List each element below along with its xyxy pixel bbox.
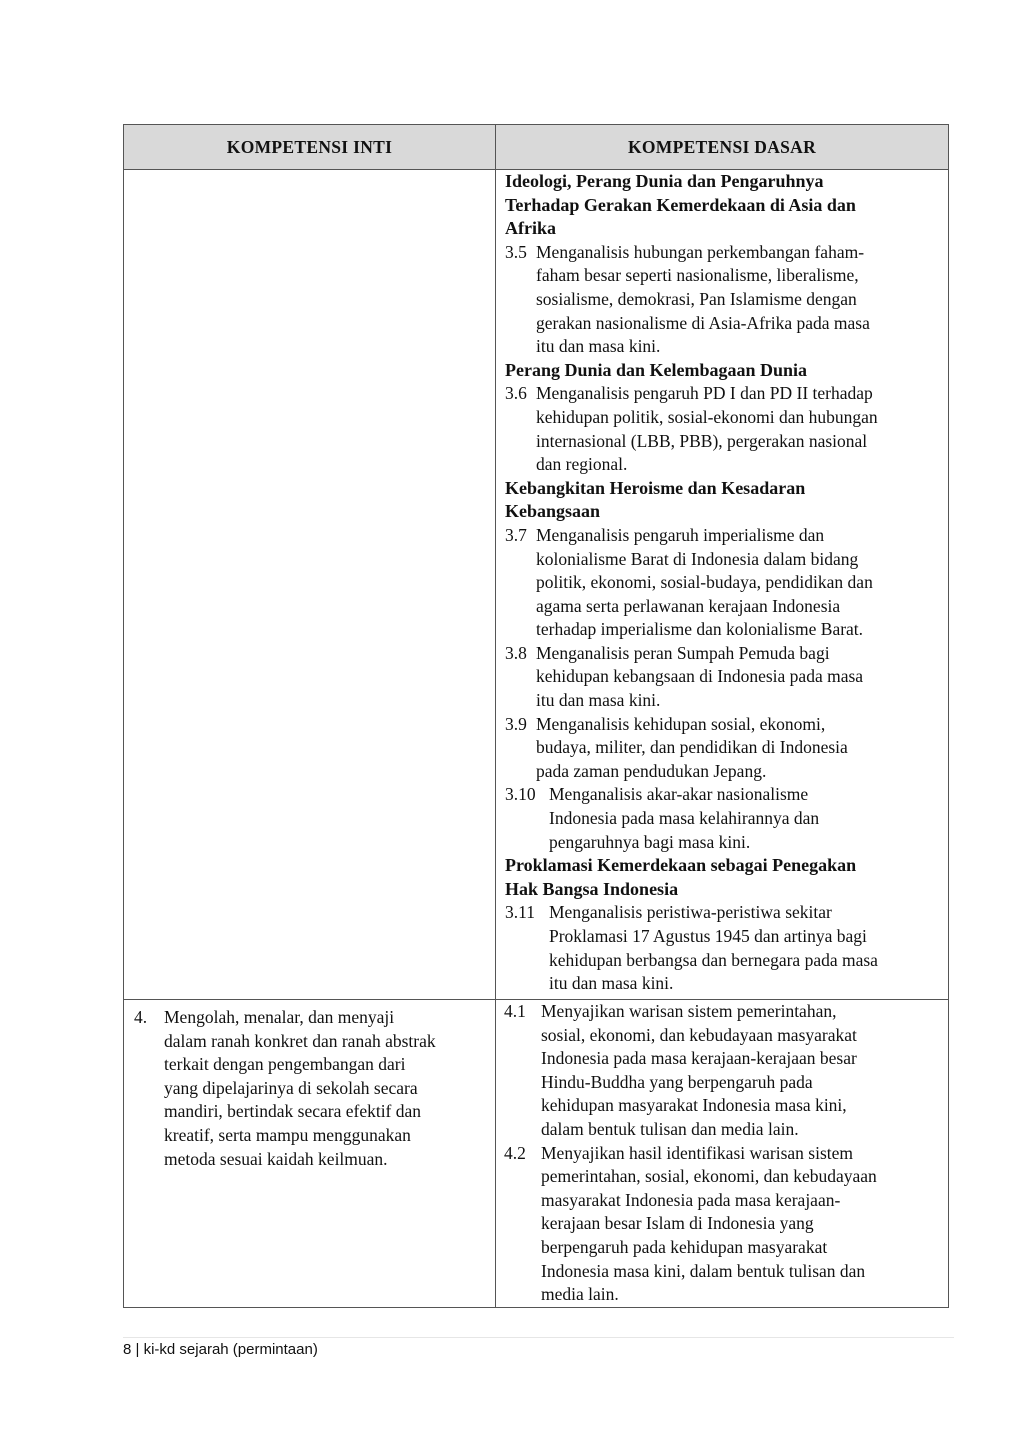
kd-items [496,1000,948,1307]
kd-item-line: kehidupan kebangsaan di Indonesia pada masa [536,666,864,687]
kd-item [505,783,938,854]
kd-item [504,1000,938,1142]
kd-item-line: Menyajikan warisan sistem pemerintahan, [541,1001,837,1021]
kd-section-heading: Proklamasi Kemerdekaan sebagai Penegakan [505,855,857,876]
kd-item-text [549,783,938,854]
kd-item-line: kehidupan masyarakat Indonesia masa kini, [541,1095,847,1116]
kd-section-heading: Kebangsaan [505,501,601,522]
kd-item [505,713,938,784]
kd-section [505,359,938,477]
header-kompetensi-inti: KOMPETENSI INTI [124,125,496,170]
kd-sections [505,170,938,996]
kd-item-line: pengaruhnya bagi masa kini. [549,831,751,852]
kd-item [505,901,938,995]
page-footer [123,1341,318,1358]
kd-item-number: 3.9 [505,713,527,734]
kd-section [505,477,938,855]
kd-section [505,854,938,996]
kd-cell [496,1000,949,1308]
kd-item-line: berpengaruh pada kehidupan masyarakat [541,1236,828,1257]
kd-item-number: 3.6 [505,383,527,404]
kd-item-number: 3.11 [505,902,535,923]
footer-divider [123,1337,954,1338]
kd-item-line: budaya, militer, dan pendidikan di Indonesia [536,737,848,758]
footer-separator: | [135,1341,140,1358]
kd-section-heading: Terhadap Gerakan Kemerdekaan di Asia dan [505,194,856,215]
kd-item-line: Indonesia pada masa kelahirannya dan [549,808,820,829]
kd-item-line: pemerintahan, sosial, ekonomi, dan kebudayaan [541,1166,877,1187]
kd-cell [496,170,949,1000]
kd-item-line: itu dan masa kini. [536,336,661,357]
kd-item-text [536,713,938,784]
kd-section-heading: Kebangkitan Heroisme dan Kesadaran [505,477,806,498]
kd-item-line: Hindu-Buddha yang berpengaruh pada [541,1071,813,1092]
ki-line: dalam ranah konkret dan ranah abstrak [164,1030,436,1051]
table-row [124,1000,949,1308]
kd-item-text [536,642,938,713]
kd-item-line: kehidupan berbangsa dan bernegara pada masa [549,949,878,970]
kd-item-line: gerakan nasionalisme di Asia-Afrika pada masa [536,312,870,333]
kd-item-number: 3.8 [505,642,527,663]
kd-item-number: 4.2 [504,1142,526,1163]
kd-item-line: Menganalisis kehidupan sosial, ekonomi, [536,713,826,734]
ki-number: 4. [134,1007,148,1027]
kd-item-line: dan regional. [536,454,628,475]
kd-item [505,642,938,713]
kd-section-heading: Afrika [505,218,556,239]
kd-item-line: Menganalisis hubungan perkembangan faham- [536,241,865,262]
header-kompetensi-dasar: KOMPETENSI DASAR [496,125,949,170]
kd-item-line: Indonesia pada masa kerajaan-kerajaan besar [541,1048,857,1069]
kd-item-number: 3.10 [505,784,536,805]
ki-cell-empty [124,170,496,1000]
kd-item [505,382,938,476]
kd-item-line: Menganalisis peristiwa-peristiwa sekitar [549,902,832,923]
kd-item [505,241,938,359]
kd-item-line: pada zaman pendudukan Jepang. [536,760,767,781]
kd-item-line: dalam bentuk tulisan dan media lain. [541,1118,799,1139]
kd-item-line: kehidupan politik, sosial-ekonomi dan hubungan [536,406,878,427]
kd-item [504,1142,938,1307]
kd-item-line: Menganalisis pengaruh imperialisme dan [536,524,825,545]
kd-item-line: kerajaan besar Islam di Indonesia yang [541,1213,814,1234]
kd-item-line: politik, ekonomi, sosial-budaya, pendidikan dan [536,572,873,593]
kd-item-text [541,1142,938,1307]
ki-line: mandiri, bertindak secara efektif dan [164,1101,422,1122]
kd-item-line: sosial, ekonomi, dan kebudayaan masyarakat [541,1024,857,1045]
kd-section-heading: Ideologi, Perang Dunia dan Pengaruhnya [505,171,824,191]
ki-line: yang dipelajarinya di sekolah secara [164,1077,418,1098]
kd-item-line: Menyajikan hasil identifikasi warisan sistem [541,1142,854,1163]
kd-item-text [549,901,938,995]
kd-section-heading: Hak Bangsa Indonesia [505,878,679,899]
ki-line: Mengolah, menalar, dan menyaji [164,1007,395,1027]
kd-item-line: internasional (LBB, PBB), pergerakan nasional [536,430,868,451]
page-number: 8 [123,1341,132,1358]
kd-item-line: itu dan masa kini. [549,973,674,994]
kd-item-line: agama serta perlawanan kerajaan Indonesia [536,595,841,616]
kd-item-line: faham besar seperti nasionalisme, liberalisme, [536,265,859,286]
kd-item-line: Menganalisis pengaruh PD I dan PD II terhadap [536,383,873,404]
kd-item [505,524,938,642]
ki-cell [124,1000,496,1308]
ki-line: kreatif, serta mampu menggunakan [164,1124,411,1145]
kd-item-line: Menganalisis akar-akar nasionalisme [549,784,809,805]
table-row [124,170,949,1000]
kd-item-line: Proklamasi 17 Agustus 1945 dan artinya bagi [549,926,867,946]
competency-table [123,124,949,1308]
kd-item-line: Indonesia masa kini, dalam bentuk tulisan dan [541,1260,866,1281]
kd-item-number: 4.1 [504,1001,526,1021]
kd-section-heading: Perang Dunia dan Kelembagaan Dunia [505,359,808,380]
kd-item-line: kolonialisme Barat di Indonesia dalam bidang [536,548,859,569]
ki-line: terkait dengan pengembangan dari [164,1054,406,1075]
table-header-row [124,125,949,170]
ki-line: metoda sesuai kaidah keilmuan. [164,1148,388,1169]
kd-item-line: terhadap imperialisme dan kolonialisme Barat. [536,619,864,640]
kd-item-line: itu dan masa kini. [536,690,661,711]
kd-item-number: 3.5 [505,241,527,262]
kd-item-text [541,1000,938,1142]
kd-item-line: media lain. [541,1284,619,1305]
kd-item-text [536,524,938,642]
kd-section [505,170,938,359]
ki-text [164,1006,436,1171]
kd-item-number: 3.7 [505,524,527,545]
kd-item-line: sosialisme, demokrasi, Pan Islamisme dengan [536,288,857,309]
kd-item-line: masyarakat Indonesia pada masa kerajaan- [541,1189,841,1210]
kd-item-line: Menganalisis peran Sumpah Pemuda bagi [536,642,830,663]
kd-item-text [536,382,938,476]
ki-item-4 [134,1006,485,1171]
kd-item-text [536,241,938,359]
footer-title: ki-kd sejarah (permintaan) [143,1341,318,1358]
